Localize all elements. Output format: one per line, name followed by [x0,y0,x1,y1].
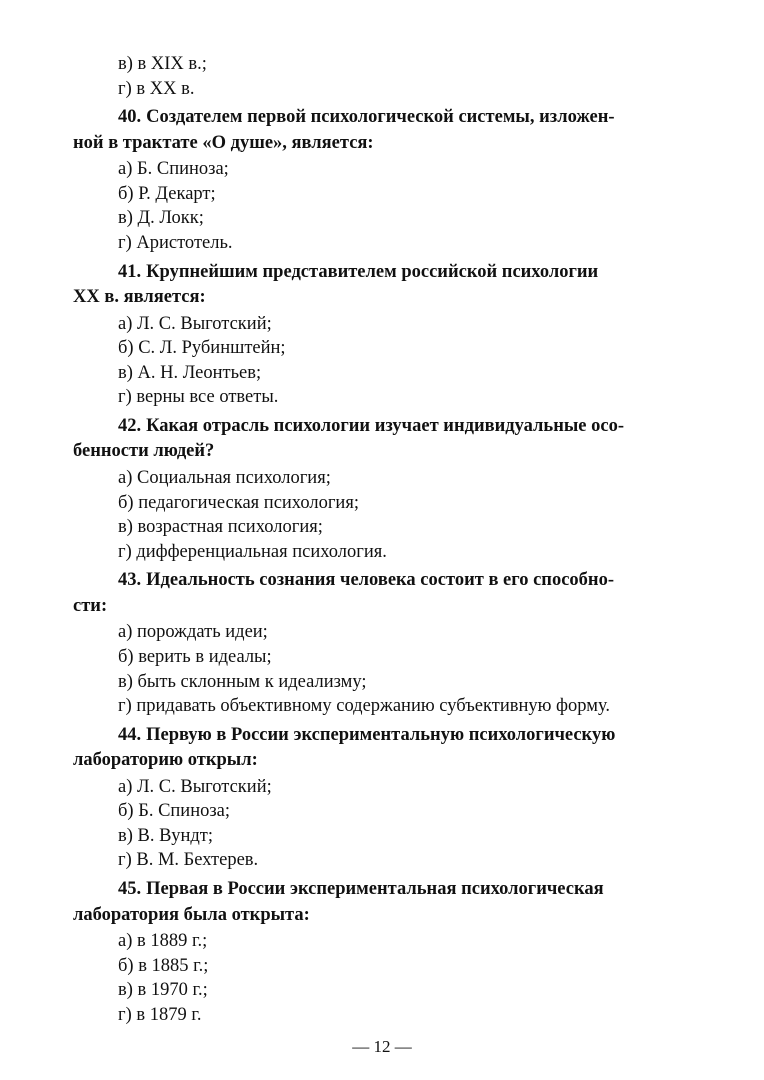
option: г) придавать объективному содержанию субъективную форму. [118,696,610,717]
option: в) быть склонным к идеализму; [118,671,367,692]
option: б) Р. Декарт; [118,183,216,204]
question-41 [73,260,691,410]
question-text-line1: Первая в России экспериментальная психологическая [146,879,604,900]
question-43 [73,568,691,718]
option: а) Л. С. Выготский; [118,313,272,334]
option: в) в 1970 г.; [118,980,208,1001]
question-number: 44. [118,724,142,745]
page-content [73,52,691,1027]
question-45 [73,877,691,1027]
question-text [73,723,691,774]
page-number: — 12 — [352,1037,412,1056]
option: г) верны все ответы. [118,387,279,408]
question-number: 40. [118,107,142,128]
option: г) дифференциальная психология. [118,541,387,562]
option: в) В. Вундт; [118,825,213,846]
option: б) Б. Спиноза; [118,801,231,822]
question-text-line1: Крупнейшим представителем российской психологии [146,261,599,282]
option: а) Социальная психология; [118,467,331,488]
option: а) Л. С. Выготский; [118,776,272,797]
option: г) в XX в. [118,78,195,99]
question-text-line2: ной в трактате «О душе», является: [73,132,374,153]
question-text-line2: бенности людей? [73,441,215,462]
question-40 [73,105,691,255]
question-number: 45. [118,879,142,900]
question-text-line1: Первую в России экспериментальную психологическую [146,724,616,745]
question-number: 42. [118,415,142,436]
question-text-line2: сти: [73,595,108,616]
option: а) порождать идеи; [118,622,268,643]
question-text [73,877,691,928]
option: б) С. Л. Рубинштейн; [118,338,286,359]
question-text-line2: лаборатория была открыта: [73,904,310,925]
previous-question-options [73,52,691,101]
question-number: 41. [118,261,142,282]
question-text [73,260,691,311]
question-44 [73,723,691,873]
option: б) педагогическая психология; [118,492,359,513]
question-42 [73,414,691,564]
question-text [73,568,691,619]
option: а) в 1889 г.; [118,931,208,952]
option: в) А. Н. Леонтьев; [118,362,262,383]
option: б) верить в идеалы; [118,646,272,667]
question-text-line2: лабораторию открыл: [73,750,258,771]
question-text-line1: Идеальность сознания человека состоит в его способно- [146,570,614,591]
option: а) Б. Спиноза; [118,159,229,180]
option: г) в 1879 г. [118,1004,202,1025]
question-text-line2: XX в. является: [73,287,206,308]
option: б) в 1885 г.; [118,955,209,976]
question-text [73,414,691,465]
question-number: 43. [118,570,142,591]
option: г) В. М. Бехтерев. [118,850,259,871]
question-text [73,105,691,156]
question-text-line1: Какая отрасль психологии изучает индивидуальные осо- [146,415,625,436]
option: в) возрастная психология; [118,517,323,538]
option: в) в XIX в.; [118,54,207,74]
option: г) Аристотель. [118,232,233,253]
option: в) Д. Локк; [118,208,204,229]
question-text-line1: Создателем первой психологической системы, изложен- [146,107,615,128]
